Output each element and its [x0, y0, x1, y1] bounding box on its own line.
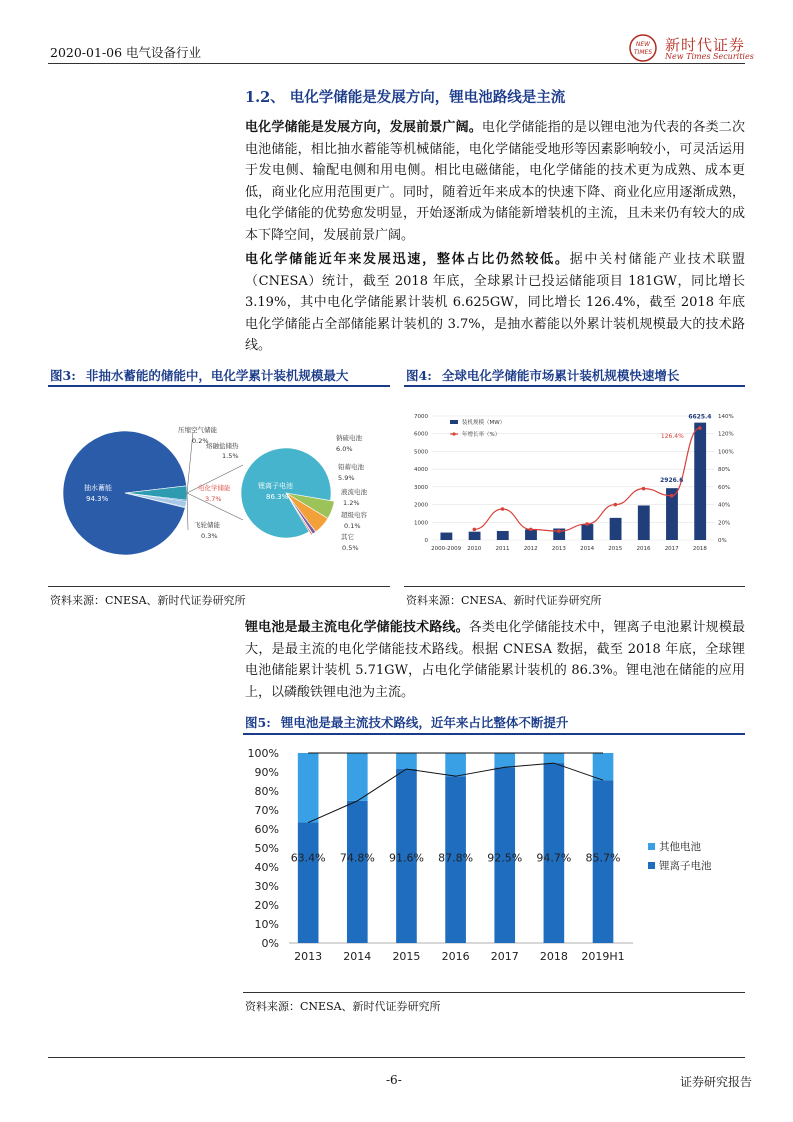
bar-other-2018 — [544, 753, 565, 763]
footer-report-label: 证券研究报告 — [680, 1075, 753, 1089]
pie-value-pumped-hydro: 94.3% — [86, 495, 109, 503]
x-tick: 2000-2009 — [431, 546, 462, 552]
label-molten-salt: 熔融盐储热 — [206, 442, 239, 450]
x-tick: 2011 — [495, 546, 510, 552]
y-tick-right: 140% — [718, 414, 734, 420]
y-tick: 40% — [254, 861, 279, 874]
fig4-number: 图4: — [406, 368, 432, 383]
x-tick: 2016 — [441, 950, 470, 963]
fig3-pie-chart — [48, 390, 390, 585]
paragraph-1-lead: 电化学储能是发展方向，发展前景广阔。 — [245, 120, 482, 135]
fig4-source: 资料来源：CNESA、新时代证券研究所 — [406, 594, 602, 607]
legend-bar-swatch — [450, 420, 458, 424]
bar-2000-2009 — [440, 533, 452, 540]
y-tick: 10% — [254, 918, 279, 931]
x-tick: 2014 — [343, 950, 372, 963]
fig3-source: 资料来源：CNESA、新时代证券研究所 — [50, 594, 246, 607]
legend-line-label: 年增长率（%） — [462, 432, 501, 438]
bar-2015 — [610, 518, 622, 540]
pie-label-pumped-hydro: 抽水蓄能 — [84, 484, 112, 492]
y-tick-left: 2000 — [414, 502, 428, 509]
fig5-title: 锂电池是最主流技术路线，近年来占比整体不断提升 — [280, 715, 569, 730]
y-tick-right: 20% — [718, 520, 731, 527]
data-label: 94.7% — [536, 851, 572, 865]
x-tick: 2010 — [467, 546, 482, 552]
y-tick-left: 3000 — [414, 484, 428, 491]
y-tick-left: 0 — [424, 538, 428, 544]
header-rule — [48, 63, 745, 64]
paragraph-3 — [245, 617, 745, 703]
label-line-2018: 126.4% — [660, 433, 684, 441]
data-label: 85.7% — [585, 851, 621, 865]
fig5-stacked-bar-chart — [243, 738, 745, 990]
label-其它: 其它 — [341, 533, 354, 541]
fig4-combo-chart — [404, 390, 745, 585]
x-tick: 2013 — [551, 546, 566, 552]
value-electrochemical: 3.7% — [205, 495, 222, 503]
logo-text-en: New Times Securities — [665, 52, 754, 61]
bar-other-2017 — [494, 753, 515, 767]
footer-rule — [48, 1057, 745, 1058]
y-tick: 90% — [254, 766, 279, 779]
y-tick-left: 7000 — [414, 414, 428, 420]
x-tick: 2018 — [539, 950, 568, 963]
legend-liion-label: 锂离子电池 — [659, 860, 712, 872]
x-tick: 2017 — [490, 950, 519, 963]
growth-point — [529, 528, 533, 532]
x-tick: 2015 — [608, 546, 623, 552]
label-compressed-air: 压缩空气储能 — [178, 426, 217, 434]
y-tick: 0% — [261, 937, 279, 950]
paragraph-2-body: 据中关村储能产业技术联盟（CNESA）统计，截至 2018 年底，全球累计已投运储能项目 181GW，同比增长 3.19%，其中电化学储能累计装机 6.625GW，同比增长 126.4%，截至 2018 年底电化学储能占全部储能累计装机的 3.7%，是抽水蓄能以外累计装机规模最大的技术路线。 — [245, 252, 745, 353]
y-tick-right: 80% — [718, 467, 731, 474]
value-铅蓄电池: 5.9% — [338, 474, 355, 482]
bar-2014 — [581, 524, 593, 540]
value-flywheel: 0.3% — [201, 532, 218, 540]
paragraph-2 — [245, 249, 745, 357]
page-number: -6- — [386, 1073, 402, 1087]
label-铅蓄电池: 铅蓄电池 — [338, 463, 364, 471]
label-bar-2017: 2926.6 — [660, 477, 684, 485]
bar-other-2019H1 — [593, 753, 614, 780]
value-液流电池: 1.2% — [343, 499, 360, 507]
fig3-title: 非抽水蓄能的储能中，电化学累计装机规模最大 — [85, 368, 349, 383]
fig4-title: 全球电化学储能市场累计装机规模快速增长 — [441, 368, 680, 383]
y-tick-left: 5000 — [414, 449, 428, 456]
data-label: 91.6% — [388, 851, 424, 865]
fig4-caption — [406, 366, 679, 384]
pie-label-liion: 锂离子电池 — [258, 482, 293, 490]
fig5-top-rule — [243, 733, 745, 735]
label-钠硫电池: 钠硫电池 — [336, 434, 362, 442]
bar-other-2016 — [445, 753, 466, 776]
fig3-caption — [50, 366, 348, 384]
x-tick: 2014 — [580, 546, 595, 552]
bar-2010 — [469, 532, 481, 540]
legend-bar-label: 装机规模（MW） — [462, 420, 506, 426]
x-tick: 2012 — [523, 546, 538, 552]
value-其它: 0.5% — [342, 544, 359, 552]
bar-other-2013 — [298, 753, 319, 823]
paragraph-3-body: 各类电化学储能技术中，锂离子电池累计规模最大，是最主流的电化学储能技术路线。根据 CNESA 数据，截至 2018 年底，全球锂电池储能累计装机 5.71GW，占电化学储能累计装机的 86.3%。锂电池在储能的应用上，以磷酸铁锂电池为主流。 — [245, 620, 745, 700]
x-tick: 2013 — [294, 950, 323, 963]
x-tick: 2018 — [692, 546, 707, 552]
fig3-number: 图3: — [50, 368, 76, 383]
legend-line-dot — [452, 432, 455, 435]
value-molten-salt: 1.5% — [222, 452, 239, 460]
value-compressed-air: 0.2% — [192, 437, 209, 445]
value-钠硫电池: 6.0% — [336, 445, 353, 453]
svg-text:TIMES: TIMES — [633, 49, 653, 56]
label-flywheel: 飞轮储能 — [194, 521, 220, 529]
header-date-sector: 2020-01-06 电气设备行业 — [50, 45, 202, 60]
legend-other-label: 其他电池 — [659, 841, 701, 853]
fig5-caption — [245, 713, 568, 731]
y-tick: 60% — [254, 823, 279, 836]
y-tick-right: 60% — [718, 484, 731, 491]
paragraph-1-body: 电化学储能指的是以锂电池为代表的各类二次电池储能，相比抽水蓄能等机械储能，电化学储能受地形等因素影响较小，可灵活运用于发电侧、输配电侧和用电侧。相比电磁储能，电化学储能的技术更为成熟、成本更低，商业化应用范围更广。同时，随着近年来成本的快速下降、商业化应用逐渐成熟，电化学储能的优势愈发明显，开始逐渐成为储能新增装机的主流，且未来仍有较大的成本下降空间，发展前景广阔。 — [245, 120, 745, 243]
bar-other-2015 — [396, 753, 417, 769]
fig5-bottom-rule — [243, 992, 745, 993]
logo-text-cn: 新时代证券 — [665, 36, 746, 54]
y-tick-left: 4000 — [414, 467, 428, 474]
fig5-source: 资料来源：CNESA、新时代证券研究所 — [245, 1000, 441, 1013]
y-tick: 20% — [254, 899, 279, 912]
label-electrochemical: 电化学储能 — [198, 484, 231, 492]
y-tick-left: 1000 — [414, 520, 428, 527]
paragraph-1 — [245, 117, 745, 246]
y-tick: 50% — [254, 842, 279, 855]
growth-point — [642, 487, 646, 491]
svg-text:NEW: NEW — [635, 41, 651, 48]
data-label: 63.4% — [290, 851, 326, 865]
y-tick-right: 40% — [718, 502, 731, 509]
x-tick: 2017 — [664, 546, 679, 552]
paragraph-2-lead: 电化学储能近年来发展迅速，整体占比仍然较低。 — [245, 252, 570, 267]
y-tick: 80% — [254, 785, 279, 798]
y-tick: 30% — [254, 880, 279, 893]
fig3-top-rule — [48, 385, 390, 387]
fig4-top-rule — [404, 385, 745, 387]
pie-value-liion: 86.3% — [266, 493, 289, 501]
legend-other-swatch — [648, 843, 655, 850]
value-超级电容: 0.1% — [344, 522, 361, 530]
y-tick-right: 0% — [718, 538, 727, 544]
label-超级电容: 超级电容 — [341, 511, 367, 519]
data-label: 87.8% — [438, 851, 474, 865]
fig3-bottom-rule — [48, 586, 390, 587]
growth-point — [557, 529, 561, 533]
growth-point — [670, 494, 674, 498]
y-tick-left: 6000 — [414, 431, 428, 438]
x-tick: 2015 — [392, 950, 421, 963]
bar-2011 — [497, 531, 509, 540]
x-tick: 2019H1 — [581, 950, 625, 963]
growth-point — [501, 507, 505, 511]
growth-point — [585, 522, 589, 526]
data-label: 92.5% — [487, 851, 523, 865]
data-label: 74.8% — [339, 851, 375, 865]
bar-2016 — [638, 505, 650, 540]
fig5-number: 图5: — [245, 715, 271, 730]
fig4-bottom-rule — [404, 586, 745, 587]
section-title: 1.2、 电化学储能是发展方向，锂电池路线是主流 — [245, 89, 566, 106]
growth-point — [473, 528, 477, 532]
bar-2018 — [694, 423, 706, 540]
label-bar-2018: 6625.4 — [688, 413, 712, 421]
growth-point — [698, 426, 702, 430]
paragraph-3-lead: 锂电池是最主流电化学储能技术路线。 — [245, 620, 469, 635]
bar-liion-2014 — [347, 801, 368, 943]
y-tick: 70% — [254, 804, 279, 817]
y-tick-right: 120% — [718, 431, 734, 438]
y-tick: 100% — [247, 747, 279, 760]
bar-other-2014 — [347, 753, 368, 801]
growth-point — [614, 503, 618, 507]
y-tick-right: 100% — [718, 449, 734, 456]
legend-liion-swatch — [648, 862, 655, 869]
bar-liion-2013 — [298, 823, 319, 943]
x-tick: 2016 — [636, 546, 651, 552]
label-液流电池: 液流电池 — [341, 488, 367, 496]
